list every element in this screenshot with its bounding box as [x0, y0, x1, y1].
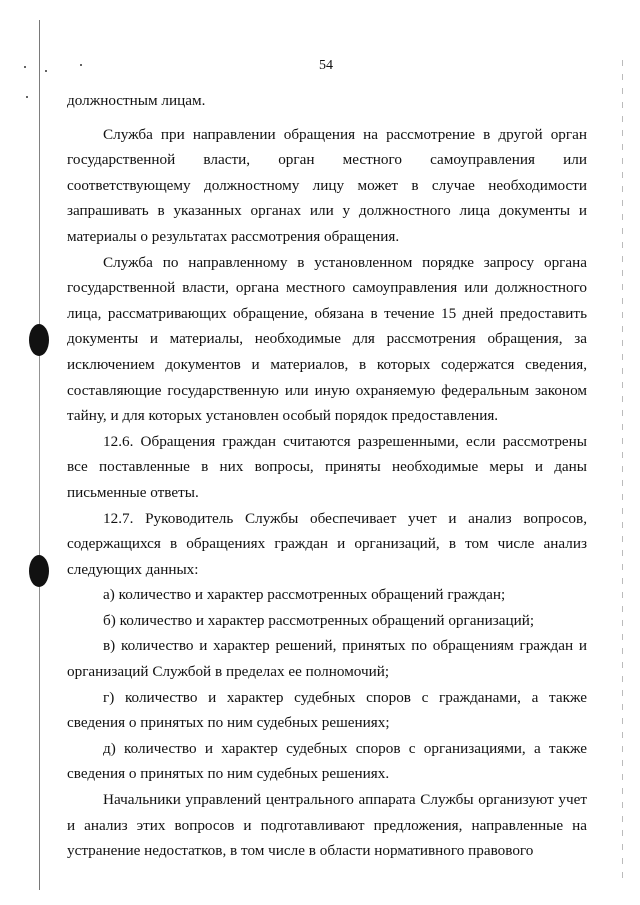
- list-item: а) количество и характер рассмотренных обращений граждан;: [103, 586, 506, 604]
- punch-hole-mark: [29, 555, 49, 587]
- scan-speck: [26, 96, 28, 98]
- paragraph: 12.7. Руководитель Службы обеспечивает учет и анализ вопросов, содержащихся в обращениях граждан и организаций, в том числе анализ следующих данных:: [67, 509, 587, 578]
- paragraph: должностным лицам.: [67, 92, 206, 109]
- binding-edge-line: [39, 20, 40, 890]
- list-item: в) количество и характер решений, принятых по обращениям граждан и организаций Службой в пределах ее полномочий;: [67, 637, 587, 681]
- paragraph: 12.6. Обращения граждан считаются разрешенными, если рассмотрены все поставленные в них вопросы, приняты необходимые меры и даны письменные ответы.: [67, 432, 587, 501]
- punch-hole-mark: [29, 324, 49, 356]
- list-item: г) количество и характер судебных споров с гражданами, а также сведения о принятых по ним судебных решениях;: [67, 688, 587, 732]
- list-item: б) количество и характер рассмотренных обращений организаций;: [103, 611, 535, 629]
- page-right-edge: [622, 60, 623, 880]
- paragraph: Служба по направленному в установленном порядке запросу органа государственной власти, органа местного самоуправления или должностного лица, рассматривающих обращение, обязана в течение 15 дней предоставить документы и материалы, необходимые для рассмотрения обращения, за исключением документов и материалов, в которых содержатся сведения, составляющие государственную или иную охраняемую федеральным законом тайну, и для которых установлен особый порядок предоставления.: [67, 253, 587, 425]
- document-body: [67, 88, 587, 864]
- paragraph: Начальники управлений центрального аппарата Службы организуют учет и анализ этих вопросов и подготавливают предложения, направленные на устранение недостатков, в том числе в области нормативного правового: [67, 791, 587, 860]
- list-item: д) количество и характер судебных споров с организациями, а также сведения о принятых по ним судебных решениях.: [67, 739, 587, 783]
- page-number: 54: [319, 58, 333, 73]
- paragraph: Служба при направлении обращения на рассмотрение в другой орган государственной власти, орган местного самоуправления или соответствующему должностному лицу может в случае необходимости запрашивать в указанных органах или у должностного лица документы и материалы о результатах рассмотрения обращения.: [67, 125, 587, 245]
